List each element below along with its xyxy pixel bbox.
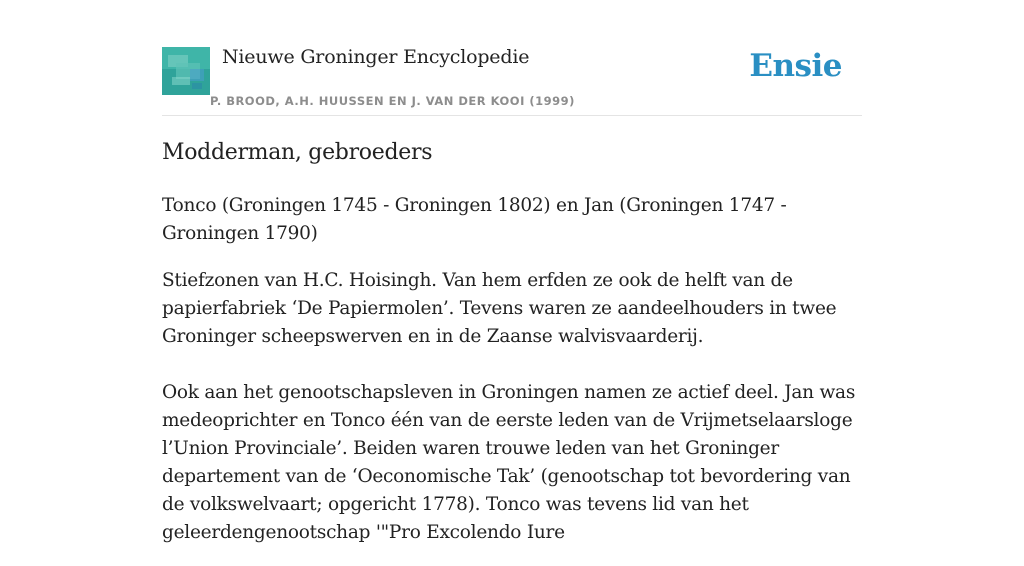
entry-body xyxy=(162,192,862,566)
ensie-logo-link[interactable]: Ensie xyxy=(749,48,842,84)
book-title[interactable]: Nieuwe Groninger Encyclopedie xyxy=(222,46,530,68)
entry-title: Modderman, gebroeders xyxy=(162,140,433,165)
book-cover-icon[interactable] xyxy=(162,47,210,95)
entry-paragraph-3: Ook aan het genootschapsleven in Groningen namen ze actief deel. Jan was medeoprichter en Tonco één van de eerste leden van de Vrijmetselaarsloge l’Union Provinciale’. Beiden waren trouwe leden van het Groninger departement van de ‘Oeconomische Tak’ (genootschap tot bevordering van de volkswelvaart; opgericht 1778). Tonco was tevens lid van het geleerdengenootschap '"Pro Excolendo Iure xyxy=(162,382,856,543)
entry-paragraph-1: Tonco (Groningen 1745 - Groningen 1802) en Jan (Groningen 1747 - Groningen 1790) xyxy=(162,195,787,244)
content-column xyxy=(162,0,862,543)
entry-paragraph-2: Stiefzonen van H.C. Hoisingh. Van hem erfden ze ook de helft van de papierfabriek ‘De Papiermolen’. Tevens waren ze aandeelhouders in twee Groninger scheepswerven en in de Zaanse walvisvaarderij. xyxy=(162,270,837,347)
page-header xyxy=(162,0,862,116)
book-authors: P. BROOD, A.H. HUUSSEN EN J. VAN DER KOOI (1999) xyxy=(210,94,575,108)
